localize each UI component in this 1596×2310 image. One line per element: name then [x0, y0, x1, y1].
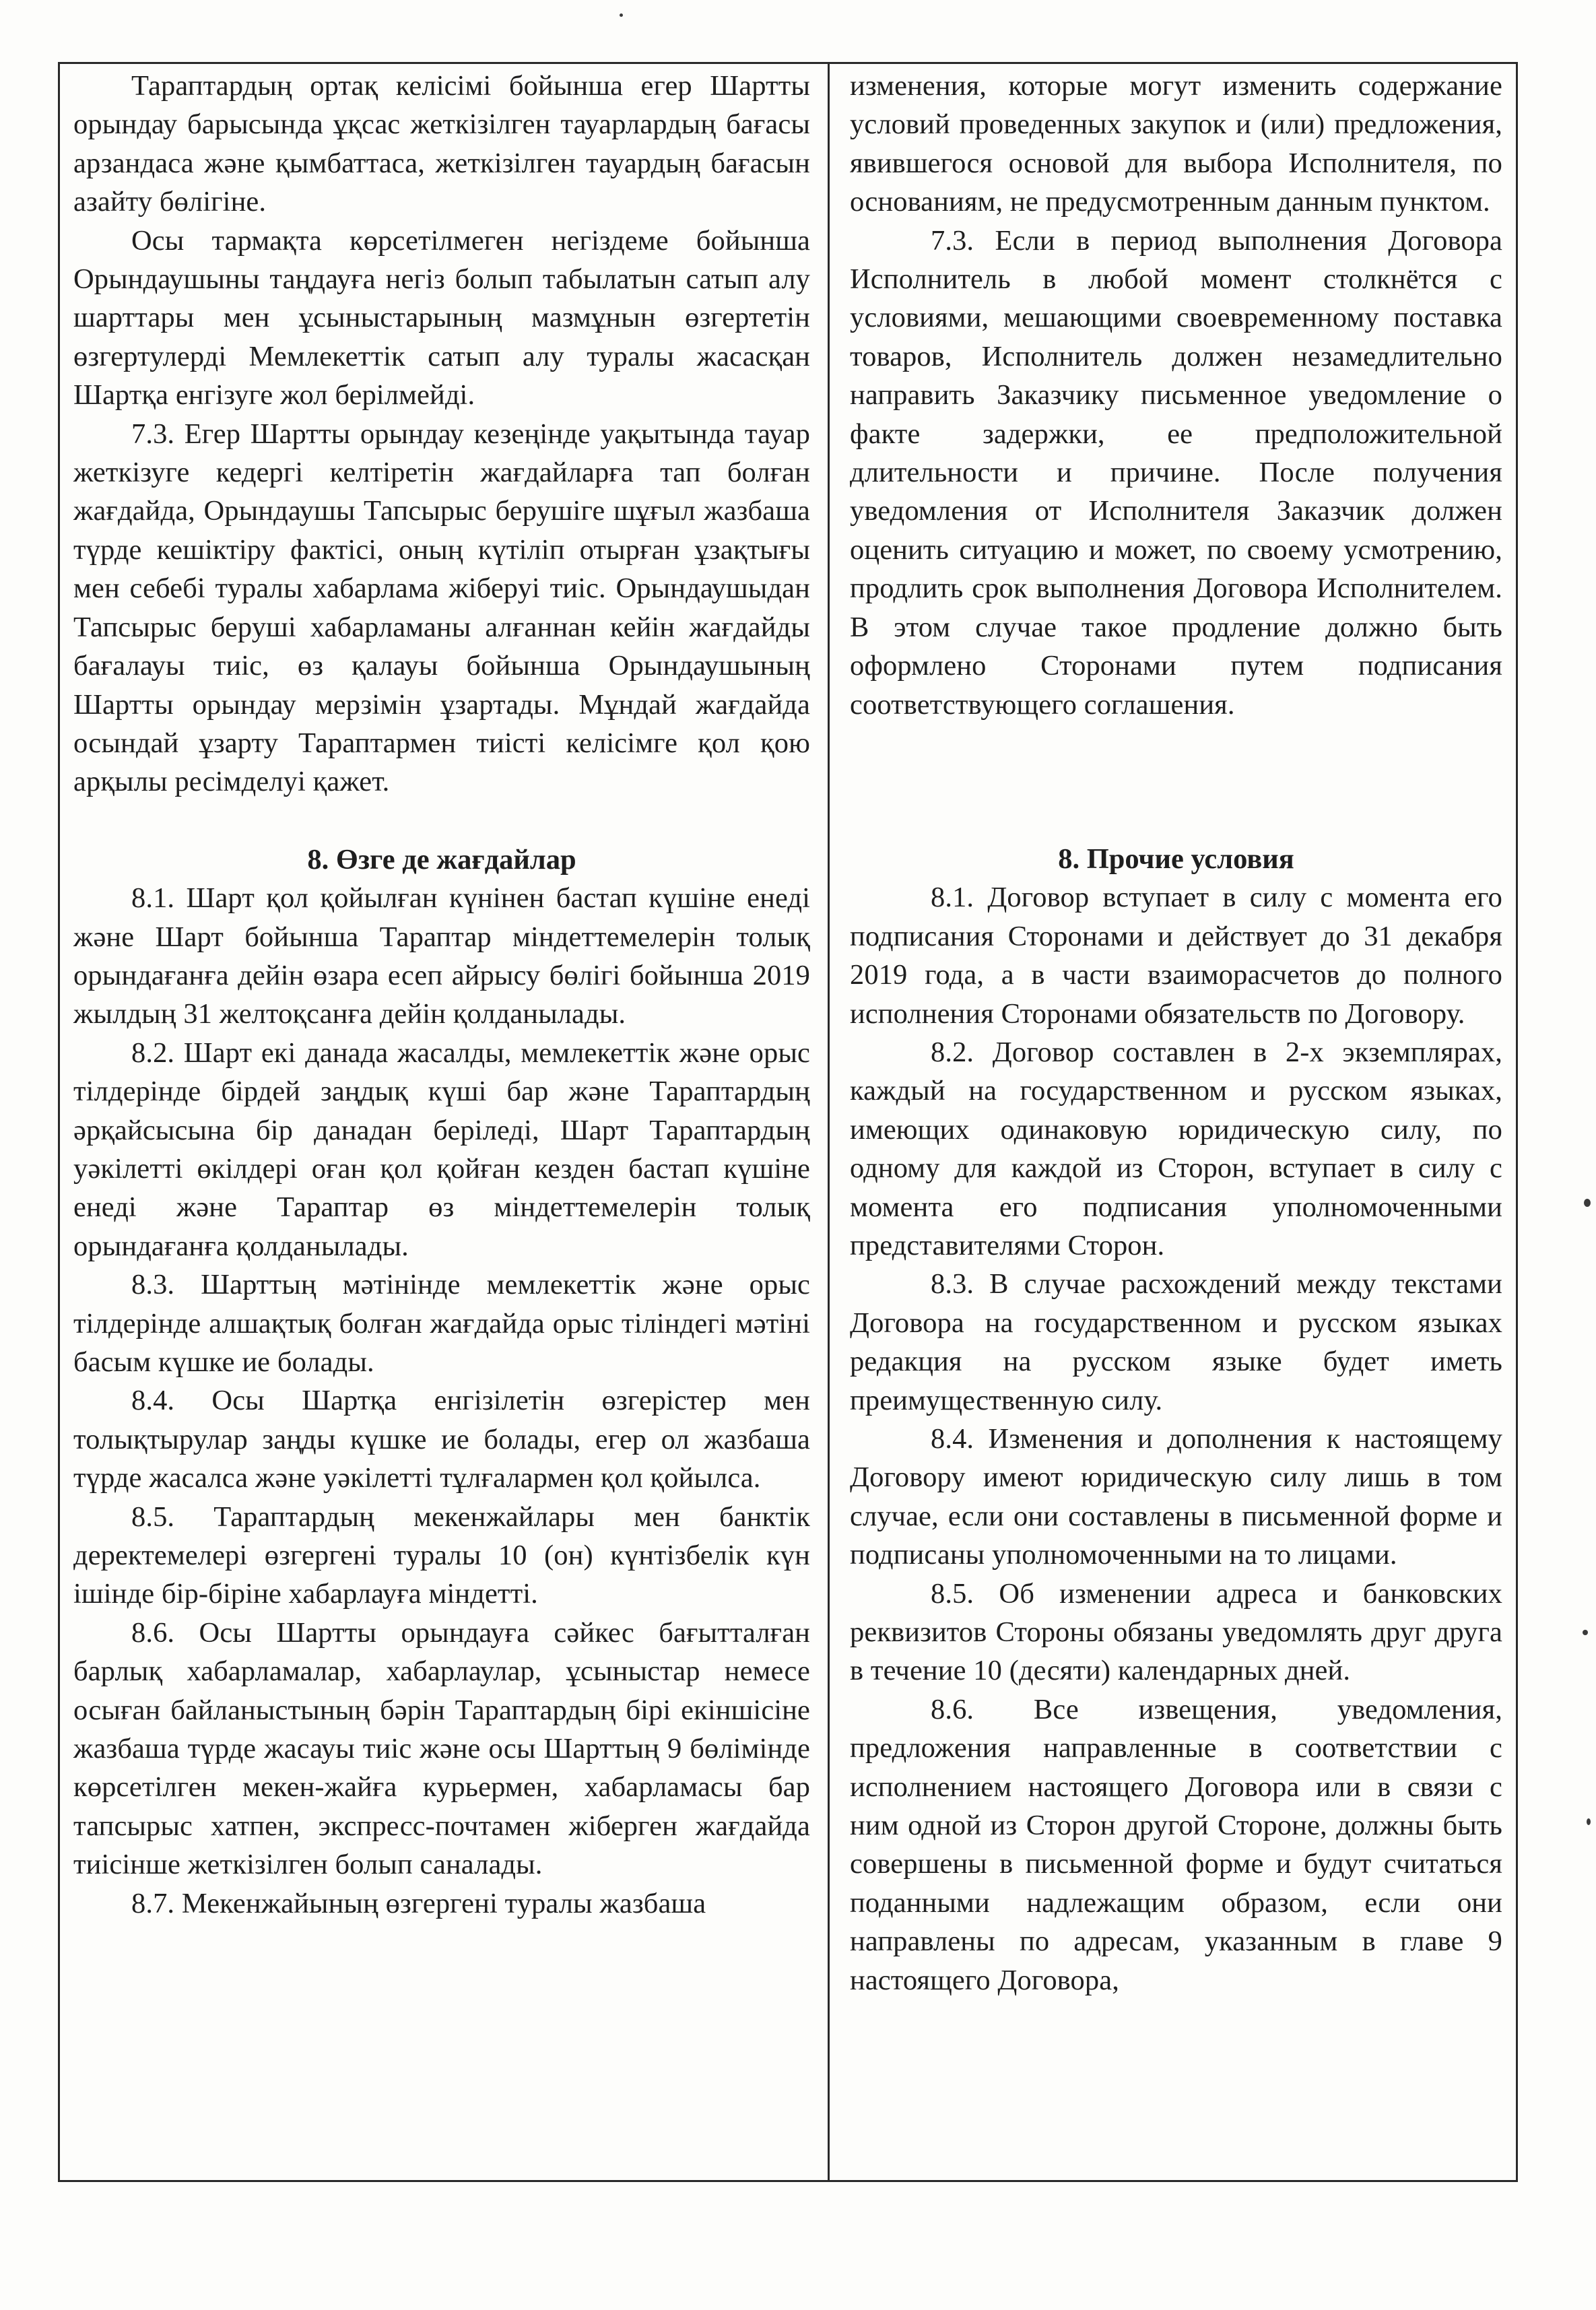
ru-clause-8-6: 8.6. Все извещения, уведомления, предложения направленные в соответствии с исполнением настоящего Договора или в связи с ним одной из Сторон другой Стороне, должны быть совершены в письменной форме и будут считаться поданными надлежащим образом, если они направлены по адресам, указанным в главе 9 настоящего Договора,: [850, 1693, 1502, 1996]
kz-clause-8-4: 8.4. Осы Шартқа енгізілетін өзгерістер мен толықтырулар заңды күшке ие болады, егер ол жазбаша түрде жасалса және уәкілетті тұлғалармен қол қойылса.: [73, 1385, 810, 1494]
kz-clause-8-2: 8.2. Шарт екі данада жасалды, мемлекеттік және орыс тілдерінде бірдей заңдық күші бар және Тараптардың әрқайсысына бір данадан беріледі, Шарт Тараптардың уәкілетті өкілдері оған қол қойған кезден бастап күшіне енеді және Тараптар өз міндеттемелерін толық орындағанға қолданылады.: [73, 1036, 810, 1262]
ru-intro-paragraph: изменения, которые могут изменить содержание условий проведенных закупок и (или) предложения, явившегося основой для выбора Исполнителя, по основаниям, не предусмотренным данным пунктом.: [850, 70, 1502, 218]
kz-clause-8-6: 8.6. Осы Шартты орындауға сәйкес бағытталған барлық хабарламалар, хабарлаулар, ұсыныстар немесе осыған байланыстының бәрін Тараптардың бірі екіншісіне жазбаша түрде жасауы тиіс және осы Шарттың 9 бөлімінде көрсетілген мекен-жайға курьермен, хабарламасы бар тапсырыс хатпен, экспресс-почтамен жіберген жағдайда тиісінше жеткізілген болып саналады.: [73, 1616, 810, 1881]
kz-clause-8-3: 8.3. Шарттың мәтінінде мемлекеттік және орыс тілдерінде алшақтық болған жағдайда орыс тіліндегі мәтіні басым күшке ие болады.: [73, 1269, 810, 1378]
section-spacer: [73, 801, 810, 840]
scan-speck: [1583, 1630, 1588, 1635]
kz-intro-paragraph: Осы тармақта көрсетілмеген негіздеме бойынша Орындаушыны таңдауға негіз болып табылатын сатып алу шарттары мен ұсыныстарының мазмұнын өзгертетін өзгертулерді Мемлекеттік сатып алу туралы жасасқан Шартқа енгізуге жол берілмейді.: [73, 224, 810, 411]
kz-intro-paragraph: Тараптардың ортақ келісімі бойынша егер Шартты орындау барысында ұқсас жеткізілген тауарлардың бағасы арзандаса және қымбаттаса, жеткізілген тауардың бағасын азайту бөлігіне.: [73, 70, 810, 218]
section-spacer: [850, 724, 1502, 840]
scan-speck: [1587, 1818, 1591, 1825]
ru-clause-7-3: 7.3. Если в период выполнения Договора Исполнитель в любой момент столкнётся с условиями, мешающими своевременному поставка товаров, Исполнитель должен незамедлительно направить Заказчику письменное уведомление о факте задержки, ее предположительной длительности и причине. После получения уведомления от Исполнителя Заказчик должен оценить ситуацию и может, по своему усмотрению, продлить срок выполнения Договора Исполнителем. В этом случае такое продление должно быть оформлено Сторонами путем подписания соответствующего соглашения.: [850, 224, 1502, 721]
kz-clause-8-7: 8.7. Мекенжайының өзгергені туралы жазбаша: [131, 1887, 706, 1919]
scan-speck: [620, 13, 623, 17]
russian-column: [830, 64, 1516, 2180]
ru-clause-8-5: 8.5. Об изменении адреса и банковских реквизитов Стороны обязаны уведомлять друг друга в течение 10 (десяти) календарных дней.: [850, 1577, 1502, 1687]
bilingual-contract-table: [58, 62, 1518, 2182]
ru-clause-8-2: 8.2. Договор составлен в 2-х экземплярах, каждый на государственном и русском языках, имеющих одинаковую юридическую силу, по одному для каждой из Сторон, вступает в силу с момента его подписания уполномоченными представителями Сторон.: [850, 1036, 1502, 1261]
ru-clause-8-4: 8.4. Изменения и дополнения к настоящему Договору имеют юридическую силу лишь в том случае, если они составлены в письменной форме и подписаны уполномоченными на то лицами.: [850, 1423, 1502, 1571]
kz-clause-7-3: 7.3. Егер Шартты орындау кезеңінде уақытында тауар жеткізуге кедергі келтіретін жағдайларға тап болған жағдайда, Орындаушы Тапсырыс берушіге шұғыл жазбаша түрде кешіктіру фактісі, оның күтіліп отырған ұзақтығы мен себебі туралы хабарлама жіберуі тиіс. Орындаушыдан Тапсырыс беруші хабарламаны алғаннан кейін жағдайды бағалауы тиіс, өз қалауы бойынша Орындаушының Шартты орындау мерзімін ұзартады. Мұндай жағдайда осындай ұзарту Тараптармен тиісті келісімге қол қою арқылы ресімделуі қажет.: [73, 418, 810, 798]
scan-speck: [1584, 1199, 1591, 1207]
kz-clause-8-1: 8.1. Шарт қол қойылған күнінен бастап күшіне енеді және Шарт бойынша Тараптар міндеттемелерін толық орындағанға дейін өзара есеп айрысу бөлігі бойынша 2019 жылдың 31 желтоқсанға дейін қолданылады.: [73, 882, 810, 1030]
ru-section-8-heading: 8. Прочие условия: [1058, 843, 1294, 875]
kz-section-8-heading: 8. Өзге де жағдайлар: [307, 843, 576, 876]
ru-clause-8-3: 8.3. В случае расхождений между текстами Договора на государственном и русском языках редакция на русском языке будет иметь преимущественную силу.: [850, 1268, 1502, 1416]
kazakh-column: [60, 64, 830, 2180]
ru-clause-8-1: 8.1. Договор вступает в силу с момента его подписания Сторонами и действует до 31 декабря 2019 года, а в части взаиморасчетов до полного исполнения Сторонами обязательств по Договору.: [850, 882, 1502, 1030]
kz-clause-8-5: 8.5. Тараптардың мекенжайлары мен банктік деректемелері өзгергені туралы 10 (он) күнтізбелік күн ішінде бір-біріне хабарлауға міндетті.: [73, 1500, 810, 1610]
